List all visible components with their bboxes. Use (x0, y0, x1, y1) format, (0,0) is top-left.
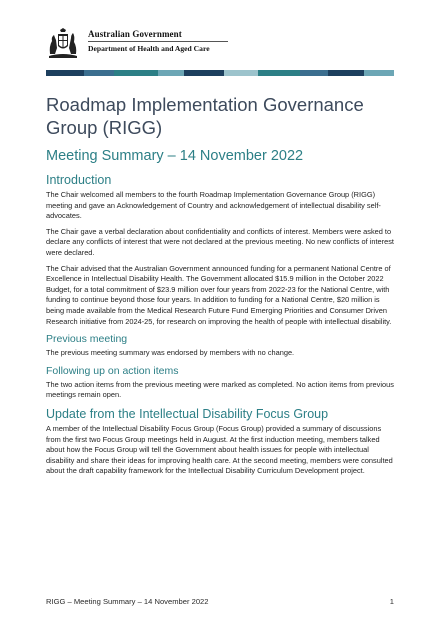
paragraph: The Chair gave a verbal declaration about confidentiality and conflicts of interest. Members were asked to declare any conflicts of interest that were not declared at the previous meeting. No new conflicts of interest were declared. (46, 226, 394, 257)
stripe-segment (184, 70, 224, 76)
paragraph: The two action items from the previous meeting were marked as completed. No action items from previous meetings remain open. (46, 379, 394, 400)
paragraph: The Chair welcomed all members to the fourth Roadmap Implementation Governance Group (RIGG) meeting and gave an Acknowledgement of Country and acknowledgement of intellectual disability self-advocates. (46, 190, 381, 221)
stripe-segment (328, 70, 364, 76)
header-color-stripe (46, 70, 394, 76)
page-footer (46, 597, 394, 606)
document-subtitle: Meeting Summary – 14 November 2022 (46, 148, 304, 164)
stripe-segment (84, 70, 114, 76)
section-heading-action-items: Following up on action items (46, 364, 179, 377)
page-number: 1 (389, 597, 394, 606)
stripe-segment (158, 70, 184, 76)
section-heading-introduction: Introduction (46, 173, 112, 187)
document-title: Roadmap Implementation Governance Group (RIGG) (46, 94, 364, 138)
paragraph: The previous meeting summary was endorsed by members with no change. (46, 348, 295, 358)
section-heading-previous-meeting: Previous meeting (46, 333, 128, 346)
stripe-segment (258, 70, 300, 76)
paragraph: The Chair advised that the Australian Government announced funding for a permanent National Centre of Excellence in Intellectual Disability Health. The Government allocated $15.9 million in the October 2022 Budget, for a total commitment of $23.9 million over four years from 2022-23 for the National Centre, with funding to continue beyond those four years. In addition to funding for a National Centre, $20 million is being made available from the Medical Research Future Fund Emerging Priorities and Consumer Driven Research initiative from 2024-25, for research on improving the health of people with intellectual disability. (46, 263, 392, 326)
stripe-segment (224, 70, 258, 76)
stripe-segment (46, 70, 84, 76)
stripe-segment (114, 70, 158, 76)
coat-of-arms-icon (46, 26, 80, 60)
section-heading-focus-group: Update from the Intellectual Disability Focus Group (46, 406, 329, 421)
government-wordmark (88, 29, 228, 53)
stripe-segment (364, 70, 394, 76)
stripe-segment (300, 70, 328, 76)
paragraph: A member of the Intellectual Disability Focus Group (Focus Group) provided a summary of discussions from the first two Focus Group meetings held in August. At the first induction meeting, members talked about how the Focus Group will tell the Government about health issues for people with intellectual disability and share their ideas for improving health care. At the second meeting, members were consulted about the draft capability framework for the Intellectual Disability Curriculum Development project. (46, 423, 393, 476)
government-name: Australian Government (88, 29, 182, 39)
document-body (46, 172, 394, 482)
wordmark-divider (88, 41, 228, 42)
government-logo (46, 26, 266, 66)
footer-text: RIGG – Meeting Summary – 14 November 2022 (46, 597, 209, 606)
department-name: Department of Health and Aged Care (88, 44, 210, 53)
